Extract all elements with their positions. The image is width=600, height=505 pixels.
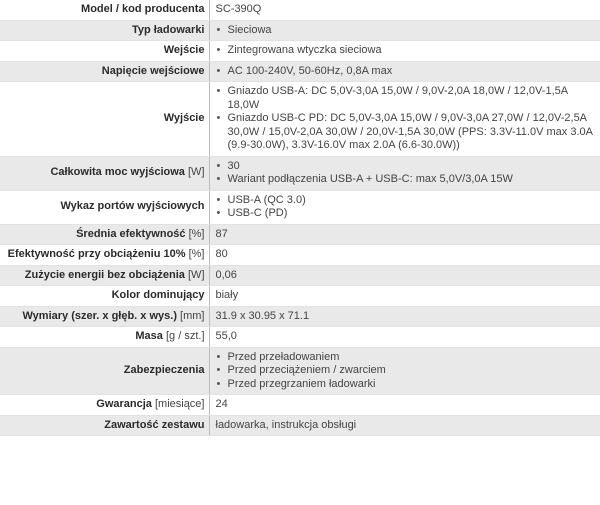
spec-label-cell bbox=[0, 395, 209, 416]
spec-row bbox=[0, 347, 600, 395]
spec-value-cell bbox=[209, 61, 600, 82]
spec-unit: [%] bbox=[188, 227, 205, 240]
spec-label-cell bbox=[0, 61, 209, 82]
spec-unit: [mm] bbox=[180, 309, 205, 322]
spec-value-cell bbox=[209, 415, 600, 436]
spec-value-cell bbox=[209, 265, 600, 286]
spec-label-cell bbox=[0, 224, 209, 245]
spec-label-cell bbox=[0, 156, 209, 190]
spec-value-cell bbox=[209, 286, 600, 307]
spec-unit: [g / szt.] bbox=[165, 330, 205, 342]
spec-row bbox=[0, 327, 600, 348]
spec-value-cell bbox=[209, 20, 600, 41]
spec-value: 80 bbox=[215, 248, 228, 260]
spec-value-list bbox=[216, 65, 595, 79]
spec-row bbox=[0, 395, 600, 416]
spec-label-cell bbox=[0, 306, 209, 327]
spec-unit: [W] bbox=[188, 268, 205, 281]
spec-label: Wykaz portów wyjściowych bbox=[60, 200, 205, 213]
spec-label: Wyjście bbox=[163, 112, 205, 124]
spec-value: 31.9 x 30.95 x 71.1 bbox=[215, 309, 310, 322]
spec-value-item: • Gniazdo USB-A: DC 5,0V-3,0A 15,0W / 9,0V-2,0A 18,0W / 12,0V-1,5A 18,0W bbox=[228, 85, 595, 112]
spec-row bbox=[0, 156, 600, 190]
spec-unit: [%] bbox=[188, 248, 205, 260]
spec-value-cell bbox=[209, 327, 600, 348]
spec-label: Typ ładowarki bbox=[131, 23, 205, 36]
spec-value-item: • AC 100-240V, 50-60Hz, 0,8A max bbox=[228, 65, 595, 79]
spec-value-list bbox=[216, 44, 595, 58]
spec-label: Gwarancja bbox=[96, 398, 152, 410]
spec-row bbox=[0, 306, 600, 327]
spec-value: 87 bbox=[215, 227, 228, 240]
spec-row bbox=[0, 20, 600, 41]
spec-value-item: • Zintegrowana wtyczka sieciowa bbox=[228, 44, 595, 58]
spec-value-cell bbox=[209, 347, 600, 395]
spec-label-cell bbox=[0, 82, 209, 157]
spec-label-cell bbox=[0, 41, 209, 62]
spec-label: Napięcie wejściowe bbox=[101, 64, 205, 77]
spec-value-cell bbox=[209, 245, 600, 266]
spec-value-item: • Sieciowa bbox=[228, 24, 595, 38]
spec-row bbox=[0, 286, 600, 307]
spec-label: Wejście bbox=[163, 44, 205, 56]
spec-label-cell bbox=[0, 415, 209, 436]
spec-row bbox=[0, 415, 600, 436]
spec-row bbox=[0, 82, 600, 157]
spec-value-item: • Gniazdo USB-C PD: DC 5,0V-3,0A 15,0W / 9,0V-3,0A 27,0W / 12,0V-2,5A 30,0W / 15,0V-2,0A 30,0W / 20,0V-1,5A 30,0W (PPS: 3.3V-11.0V max 3.0A (9.9-30.0W), 3.3V-16.0V max 2.0A (6.6-30.0W)) bbox=[228, 112, 595, 153]
spec-value-item: • USB-C (PD) bbox=[228, 207, 595, 221]
spec-label-cell bbox=[0, 265, 209, 286]
spec-label: Efektywność przy obciążeniu 10% bbox=[7, 248, 186, 260]
spec-value-list bbox=[216, 351, 595, 392]
spec-label-cell bbox=[0, 20, 209, 41]
spec-value-list bbox=[216, 160, 595, 187]
spec-label: Zużycie energii bez obciążenia bbox=[24, 268, 185, 281]
spec-label-cell bbox=[0, 0, 209, 20]
spec-label-cell bbox=[0, 190, 209, 224]
spec-label: Model / kod producenta bbox=[81, 3, 205, 15]
spec-row bbox=[0, 41, 600, 62]
spec-value-cell bbox=[209, 306, 600, 327]
spec-value: SC-390Q bbox=[215, 3, 262, 15]
spec-value-cell bbox=[209, 0, 600, 20]
spec-label: Masa bbox=[135, 330, 163, 342]
spec-row bbox=[0, 245, 600, 266]
spec-value: ładowarka, instrukcja obsługi bbox=[215, 418, 357, 431]
spec-value-cell bbox=[209, 395, 600, 416]
spec-value-cell bbox=[209, 82, 600, 157]
spec-value-item: • 30 bbox=[228, 160, 595, 174]
spec-value-list bbox=[216, 85, 595, 153]
spec-label-cell bbox=[0, 327, 209, 348]
spec-value: biały bbox=[215, 289, 239, 301]
spec-label: Zabezpieczenia bbox=[123, 364, 205, 376]
spec-value-item: • Wariant podłączenia USB-A + USB-C: max 5,0V/3,0A 15W bbox=[228, 173, 595, 187]
spec-value-item: • Przed przeciążeniem / zwarciem bbox=[228, 364, 595, 378]
spec-label: Średnia efektywność bbox=[76, 227, 186, 240]
spec-label: Wymiary (szer. x głęb. x wys.) bbox=[22, 309, 177, 322]
spec-label: Całkowita moc wyjściowa bbox=[50, 166, 185, 179]
spec-value-cell bbox=[209, 41, 600, 62]
spec-value-list bbox=[216, 24, 595, 38]
spec-value-cell bbox=[209, 156, 600, 190]
spec-value-item: • Przed przegrzaniem ładowarki bbox=[228, 378, 595, 392]
spec-row bbox=[0, 190, 600, 224]
spec-value-item: • USB-A (QC 3.0) bbox=[228, 194, 595, 208]
spec-label-cell bbox=[0, 245, 209, 266]
spec-value: 0,06 bbox=[215, 268, 237, 281]
spec-value-cell bbox=[209, 190, 600, 224]
spec-label: Kolor dominujący bbox=[111, 289, 205, 301]
spec-label-cell bbox=[0, 286, 209, 307]
spec-row bbox=[0, 224, 600, 245]
spec-unit: [W] bbox=[188, 166, 205, 179]
spec-unit: [miesiące] bbox=[154, 398, 205, 410]
spec-value: 24 bbox=[215, 398, 228, 410]
spec-value-cell bbox=[209, 224, 600, 245]
spec-value-list bbox=[216, 194, 595, 221]
spec-row bbox=[0, 0, 600, 20]
spec-row bbox=[0, 61, 600, 82]
spec-label: Zawartość zestawu bbox=[104, 418, 205, 431]
spec-value-item: • Przed przeładowaniem bbox=[228, 351, 595, 365]
spec-label-cell bbox=[0, 347, 209, 395]
spec-row bbox=[0, 265, 600, 286]
spec-value: 55,0 bbox=[215, 330, 237, 342]
